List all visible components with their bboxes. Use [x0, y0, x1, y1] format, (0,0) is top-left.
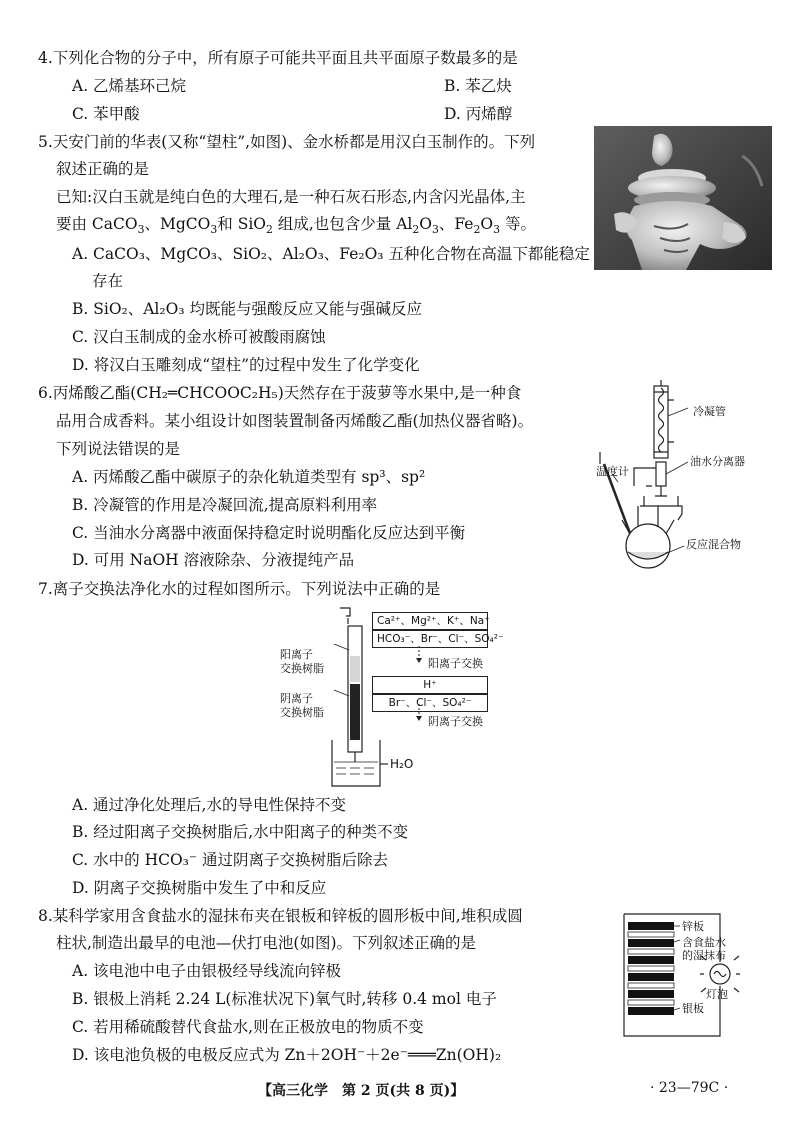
q6-option-d: D. 可用 NaOH 溶液除杂、分液提纯产品 — [72, 551, 355, 569]
q4-option-c: C. 苯甲酸 — [72, 105, 140, 123]
q4-option-d: D. 丙烯醇 — [444, 105, 513, 123]
label-reaction-mixture: 反应混合物 — [686, 538, 741, 551]
label-anion-exchange: 阴离子交换 — [428, 715, 483, 728]
q6-option-a: A. 丙烯酸乙酯中碳原子的杂化轨道类型有 sp³、sp² — [72, 468, 426, 486]
label-separator: 油水分离器 — [690, 455, 745, 468]
q5-stem-line2: 叙述正确的是 — [56, 160, 150, 178]
q5-note-line2: 要由 CaCO$_3$、MgCO$_3$和 SiO$_2$ 组成,也包含少量 $Al_2O_3$、$Fe_2O_3$ 等。 — [56, 215, 536, 237]
q4-option-b: B. 苯乙炔 — [444, 77, 512, 95]
q8-option-a: A. 该电池中电子由银极经导线流向锌极 — [72, 962, 342, 980]
q7-option-c: C. 水中的 HCO₃⁻ 通过阴离子交换树脂后除去 — [72, 851, 388, 869]
q6-stem-line2: 品用合成香料。某小组设计如图装置制备丙烯酸乙酯(加热仪器省略)。 — [56, 412, 534, 430]
q5-option-a: A. CaCO₃、MgCO₃、SiO₂、Al₂O₃、Fe₂O₃ 五种化合物在高温下都能稳定 — [72, 245, 590, 263]
q4-option-a: A. 乙烯基环己烷 — [72, 77, 187, 95]
cation-resin — [350, 656, 360, 682]
q8-option-d: D. 该电池负极的电极反应式为 Zn＋2OH⁻＋2e⁻═══Zn(OH)₂ — [72, 1046, 502, 1064]
label-anion-resin-2: 交换树脂 — [280, 706, 324, 719]
anion-resin — [350, 684, 360, 740]
label-water: H₂O — [390, 757, 414, 771]
q8-stem-line1: 8.某科学家用含食盐水的湿抹布夹在银板和锌板的圆形板中间,堆积成圆 — [38, 907, 523, 925]
ion-box-raw-cations: Ca²⁺、Mg²⁺、K⁺、Na⁺ — [372, 612, 488, 630]
label-thermometer: 温度计 — [596, 465, 629, 478]
ion-box-after-anions: Br⁻、Cl⁻、SO₄²⁻ — [372, 694, 488, 712]
q5-stem-line1: 5.天安门前的华表(又称“望柱”,如图)、金水桥都是用汉白玉制作的。下列 — [38, 133, 536, 151]
label-wet-cloth-1: 含食盐水 — [682, 936, 726, 949]
label-silver-plate: 银板 — [682, 1002, 704, 1015]
q5-note-line1: 已知:汉白玉就是纯白色的大理石,是一种石灰石形态,内含闪光晶体,主 — [56, 188, 526, 206]
q7-option-a: A. 通过净化处理后,水的导电性保持不变 — [72, 796, 346, 814]
q8-option-c: C. 若用稀硫酸替代食盐水,则在正极放电的物质不变 — [72, 1018, 424, 1036]
ion-box-raw-anions: HCO₃⁻、Br⁻、Cl⁻、SO₄²⁻ — [372, 630, 488, 648]
condenser-tube — [654, 386, 668, 458]
label-cation-resin-2: 交换树脂 — [280, 662, 324, 675]
footer-code: · 23—79C · — [650, 1080, 729, 1096]
q5-option-b: B. SiO₂、Al₂O₃ 均既能与强酸反应又能与强碱反应 — [72, 300, 422, 318]
oil-water-separator — [656, 462, 666, 486]
q7-option-b: B. 经过阳离子交换树脂后,水中阳离子的种类不变 — [72, 823, 409, 841]
q8-option-b: B. 银极上消耗 2.24 L(标准状况下)氧气时,转移 0.4 mol 电子 — [72, 990, 497, 1008]
label-cation-exchange: 阳离子交换 — [428, 657, 483, 670]
q6-option-c: C. 当油水分离器中液面保持稳定时说明酯化反应达到平衡 — [72, 524, 466, 542]
q8-stem-line2: 柱状,制造出最早的电池—伏打电池(如图)。下列叙述正确的是 — [56, 934, 477, 952]
pile-stack — [628, 922, 674, 1015]
label-wet-cloth-2: 的湿抹布 — [682, 949, 726, 962]
label-anion-resin-1: 阴离子 — [280, 692, 313, 705]
label-zinc-plate: 锌板 — [682, 920, 704, 933]
q6-option-b: B. 冷凝管的作用是冷凝回流,提高原料利用率 — [72, 496, 378, 514]
label-condenser: 冷凝管 — [693, 405, 726, 418]
label-cation-resin-1: 阳离子 — [280, 648, 313, 661]
footer-page-info: 【高三化学 第 2 页(共 8 页)】 — [258, 1083, 465, 1099]
q7-option-d: D. 阴离子交换树脂中发生了中和反应 — [72, 879, 327, 897]
voltaic-pile-diagram — [620, 902, 740, 1042]
ion-box-after-cations: H⁺ — [372, 676, 488, 694]
q5-option-c: C. 汉白玉制成的金水桥可被酸雨腐蚀 — [72, 328, 326, 346]
label-bulb: 灯泡 — [706, 988, 728, 1001]
q7-stem: 7.离子交换法净化水的过程如图所示。下列说法中正确的是 — [38, 580, 441, 598]
round-flask — [626, 524, 670, 568]
q5-option-a-cont: 存在 — [92, 272, 124, 290]
q5-option-d: D. 将汉白玉雕刻成“望柱”的过程中发生了化学变化 — [72, 356, 420, 374]
q4-stem: 4.下列化合物的分子中，所有原子可能共平面且共平面原子数最多的是 — [38, 49, 518, 67]
q6-stem-line3: 下列说法错误的是 — [56, 440, 181, 458]
q6-stem-line1: 6.丙烯酸乙酯(CH₂═CHCOOC₂H₅)天然存在于菠萝等水果中,是一种食 — [38, 384, 522, 402]
huabiao-photo — [594, 126, 772, 270]
